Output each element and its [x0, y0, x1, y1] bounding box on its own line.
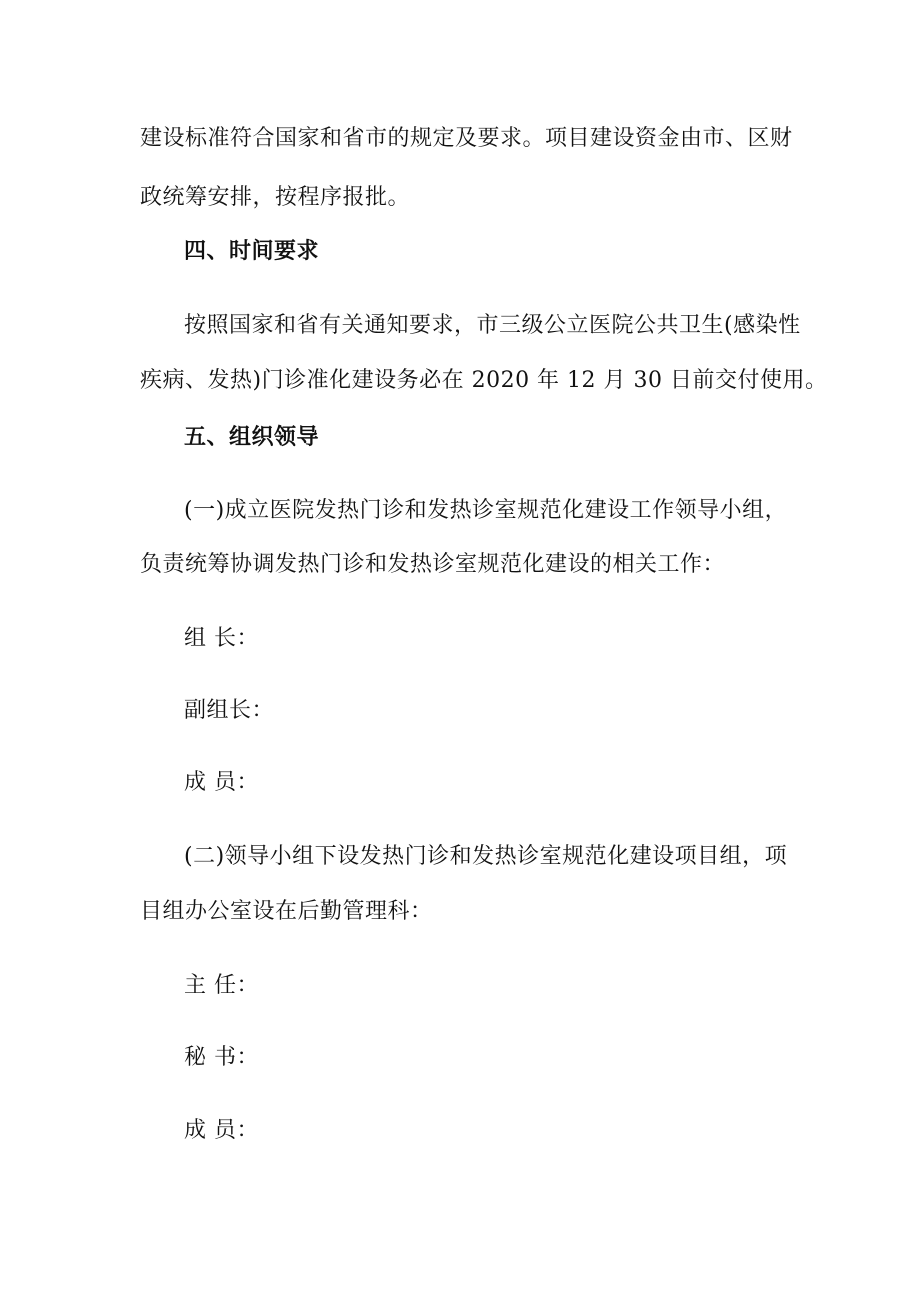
- heading-organization-leadership: 五、组织领导: [184, 424, 320, 450]
- paragraph-leading-group-line-1: (一)成立医院发热门诊和发热诊室规范化建设工作领导小组，: [184, 498, 788, 523]
- paragraph-deadline-line-2: 疾病、发热)门诊准化建设务必在 2020 年 12 月 30 日前交付使用。: [140, 368, 828, 393]
- director-label: 主 任：: [184, 973, 259, 998]
- paragraph-funding-line-1: 建设标准符合国家和省市的规定及要求。项目建设资金由市、区财: [140, 126, 793, 151]
- paragraph-deadline-line-1: 按照国家和省有关通知要求，市三级公立医院公共卫生(感染性: [184, 313, 801, 338]
- heading-time-requirements: 四、时间要求: [184, 238, 320, 264]
- paragraph-leading-group-line-2: 负责统筹协调发热门诊和发热诊室规范化建设的相关工作：: [140, 552, 726, 577]
- group-leader-label: 组 长：: [184, 626, 259, 651]
- paragraph-project-group-line-2: 目组办公室设在后勤管理科：: [140, 899, 433, 924]
- deputy-leader-label: 副组长：: [184, 698, 275, 723]
- paragraph-project-group-line-1: (二)领导小组下设发热门诊和发热诊室规范化建设项目组，项: [184, 844, 788, 869]
- secretary-label: 秘 书：: [184, 1045, 259, 1070]
- paragraph-funding-line-2: 政统筹安排，按程序报批。: [140, 185, 411, 210]
- members-label-1: 成 员：: [184, 770, 259, 795]
- members-label-2: 成 员：: [184, 1118, 259, 1143]
